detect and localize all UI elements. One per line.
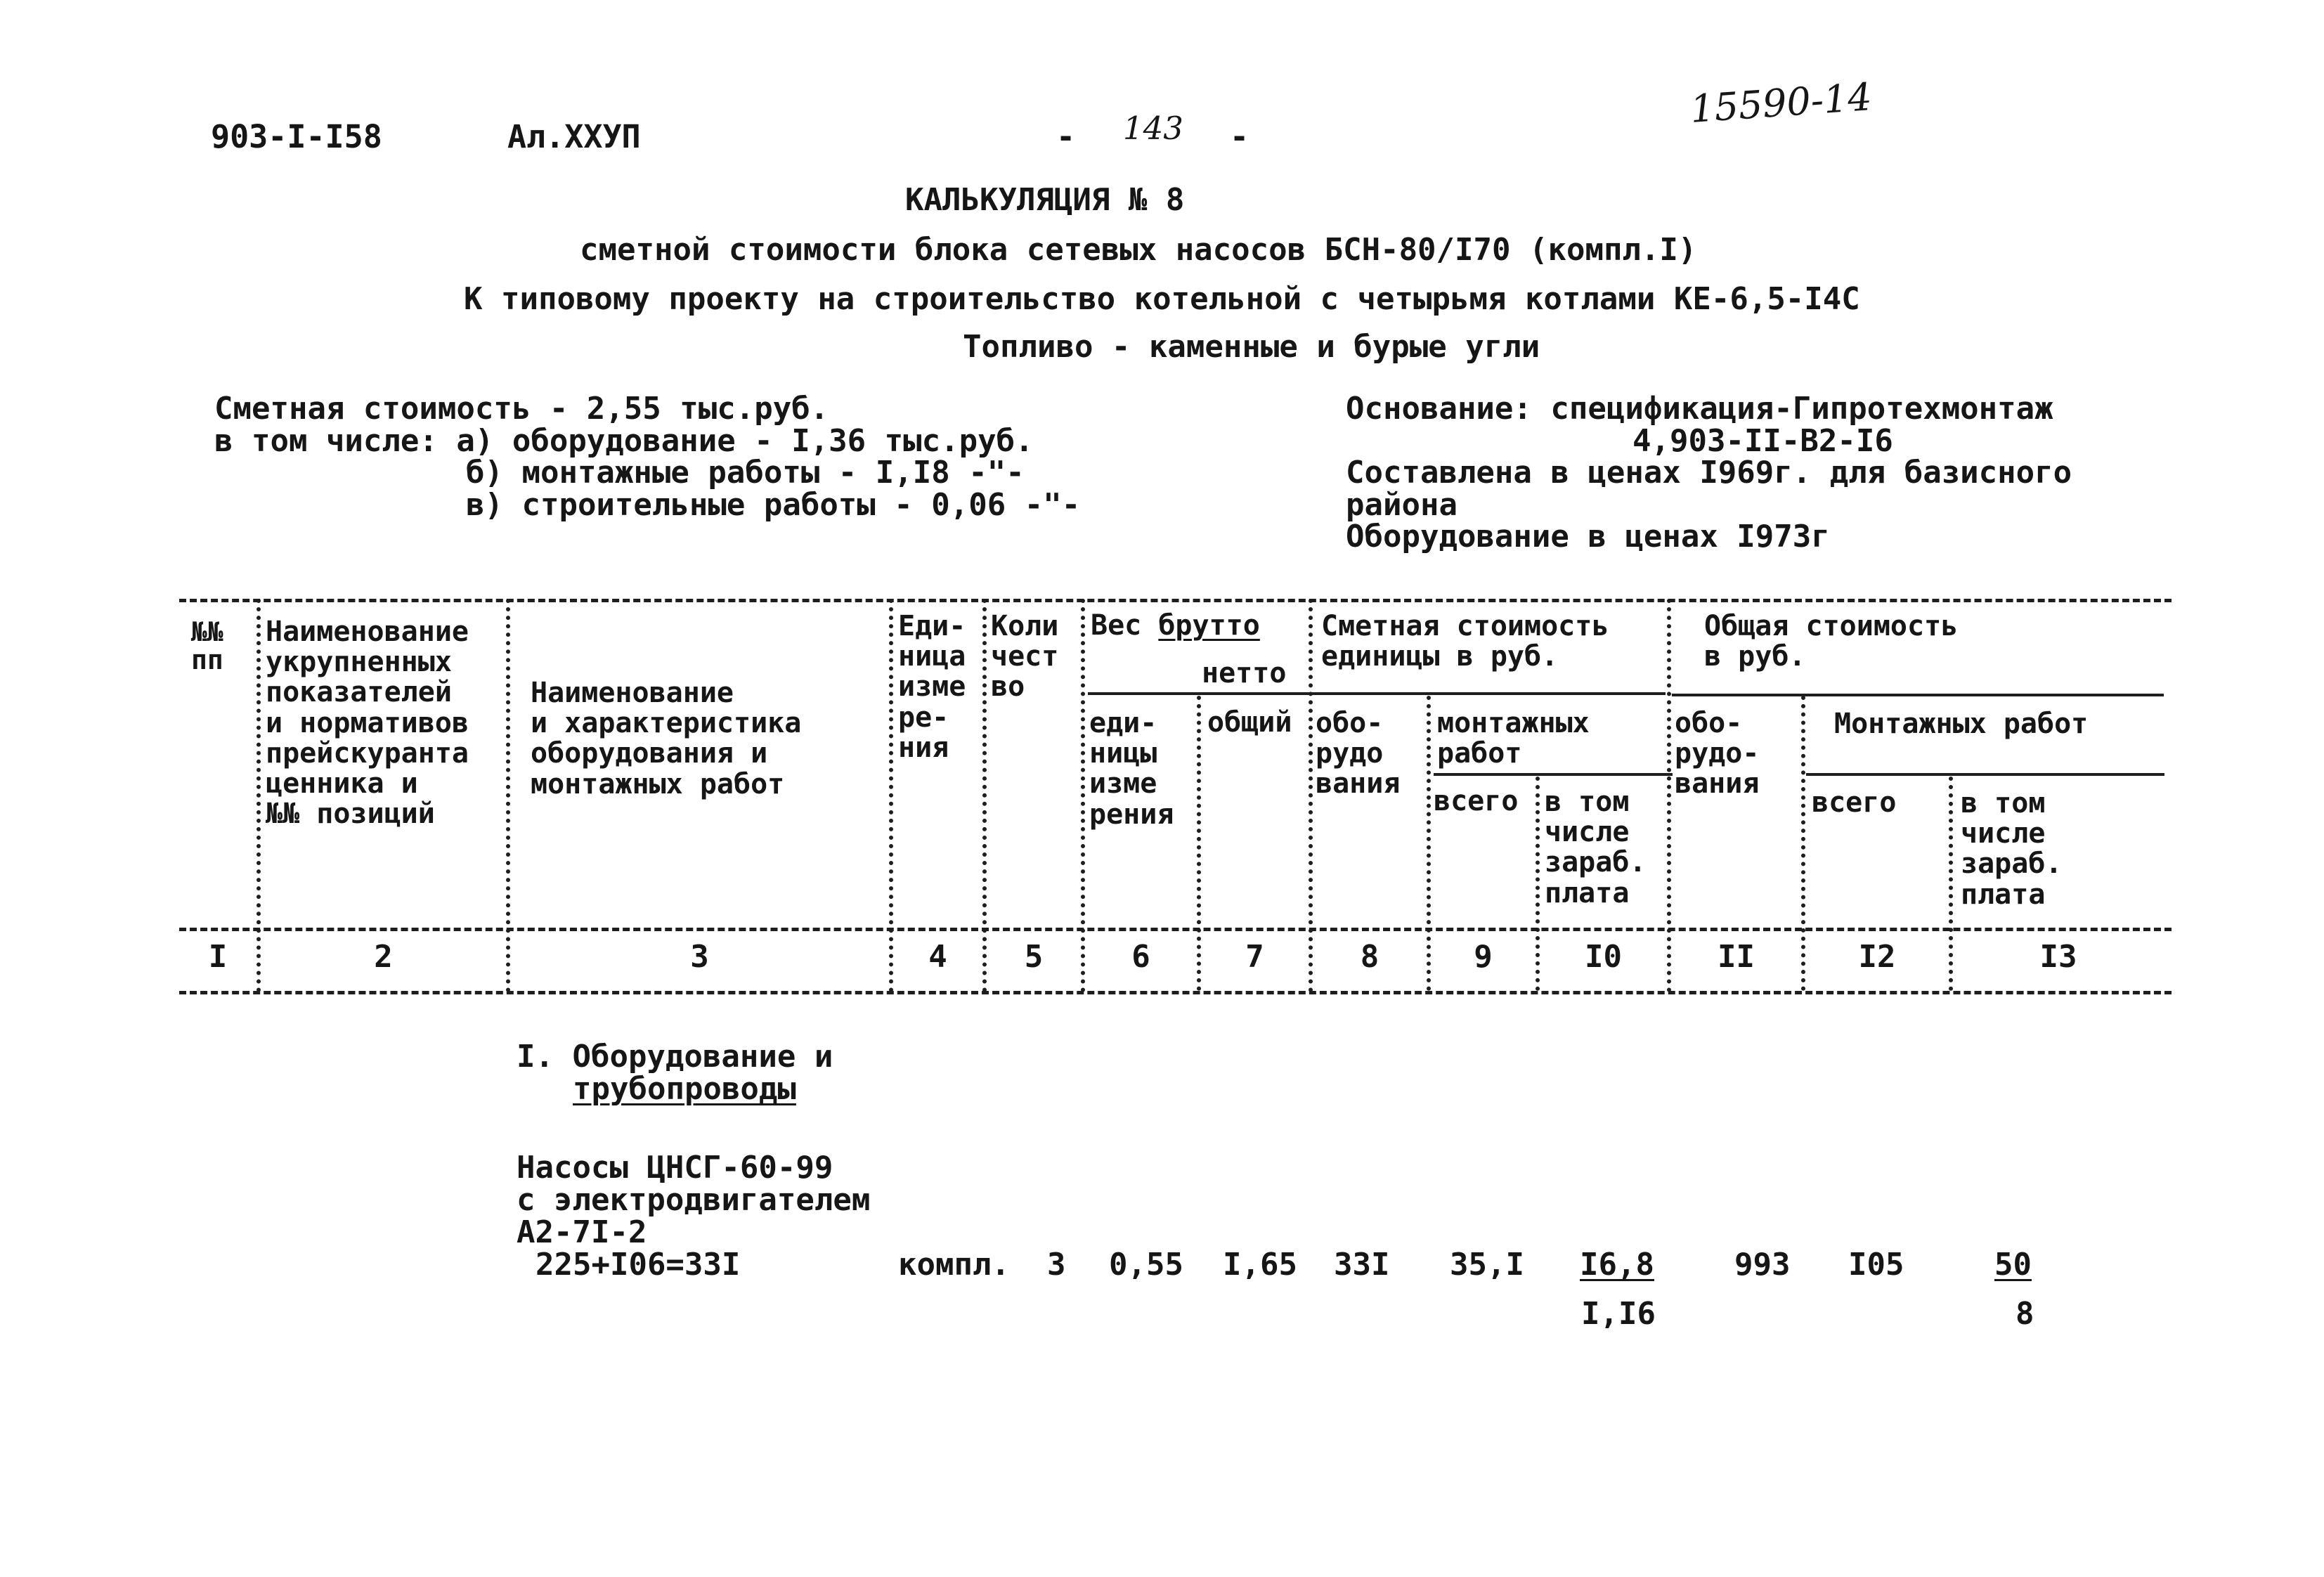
col-header-unit-mount: монтажных работ [1437,707,1590,770]
title-fuel: Топливо - каменные и бурые угли [963,329,1540,365]
col-header-weight-total: общий [1207,706,1292,739]
column-number: II [1718,939,1755,975]
col-sep-2 [506,599,510,992]
row-total-mount: I05 [1848,1247,1904,1283]
document-code: 903-I-I58 [211,118,382,155]
table-top-rule [179,599,2172,602]
section-subtitle: трубопроводы [573,1071,796,1107]
row-total-equipment: 993 [1734,1247,1791,1283]
album-number: Ал.XXУП [507,118,641,155]
column-number: I3 [2039,939,2077,975]
unit-mount-divider [1434,773,1673,776]
weight-label-gross-prefix: Вес [1091,609,1159,642]
page-dash-left: - [1056,118,1076,155]
row-weight-unit: 0,55 [1109,1247,1183,1283]
row-cost-mount-wage-sub: I,I6 [1581,1296,1656,1332]
section-title: I. Оборудование и [517,1039,833,1075]
column-number: 5 [1024,939,1044,975]
col-header-name: Наименование и характеристика оборудования и монтажных работ [531,677,802,800]
row-quantity: 3 [1047,1247,1066,1283]
column-number: 3 [690,939,709,975]
cost-total: Сметная стоимость - 2,55 тыс.руб. [214,391,829,427]
col-header-total-mount-wage: в том числе зараб. плата [1961,787,2063,911]
col-header-total-mount: Монтажных работ [1834,708,2089,740]
row-cost-mount-total: 35,I [1450,1247,1524,1283]
header-bottom-rule [179,928,2172,931]
column-number: 4 [928,939,947,975]
col-header-unit-equipment: обо- рудо вания [1316,707,1401,800]
basis-spec: Основание: спецификация-Гипротехмонтаж [1346,391,2053,427]
column-number: 2 [374,939,393,975]
col-header-number: №№ пп [191,616,223,675]
column-number: 9 [1474,939,1493,975]
row-total-mount-wage-sub: 8 [2015,1296,2034,1332]
weight-label-gross: брутто [1158,609,1260,642]
weight-divider [1088,692,1666,695]
col-header-unit-mount-total: всего [1434,785,1519,817]
row-name-line2: с электродвигателем [517,1182,871,1218]
col-sep-1 [257,599,261,992]
col-header-unit: Еди- ница изме ре- ния [898,610,966,764]
col-header-weight-net: нетто [1202,657,1287,689]
column-numbers-rule [179,991,2172,994]
row-pricelist: 225+I06=33I [535,1247,741,1283]
basis-region: района [1346,487,1458,523]
col-sep-3 [889,599,893,992]
col-header-total-cost: Общая стоимость в руб. [1704,610,1959,673]
cost-mounting: б) монтажные работы - I,I8 -"- [466,455,1025,491]
col-header-total-equipment: обо- рудо- вания [1675,707,1760,800]
page-dash-right: - [1230,118,1249,155]
basis-equipment-prices: Оборудование в ценах I973г [1346,519,1830,554]
title-project: К типовому проекту на строительство котельной с четырьмя котлами КЕ-6,5-I4С [464,281,1860,317]
row-name-line3: А2-7I-2 [517,1214,647,1250]
basis-prices: Составлена в ценах I969г. для базисного [1346,455,2072,491]
calculation-title: КАЛЬКУЛЯЦИЯ № 8 [905,182,1185,218]
column-number: I2 [1858,939,1896,975]
row-cost-mount-wage: I6,8 [1580,1247,1654,1283]
column-number: 8 [1360,939,1380,975]
col-sep-4 [982,599,987,992]
total-mount-divider [1806,773,2164,776]
column-number: I0 [1585,939,1622,975]
column-number: I [208,939,228,975]
weight-label [1091,609,1260,642]
handwritten-number: 15590-14 [1689,74,1874,131]
cost-equipment: в том числе: а) оборудование - I,36 тыс.руб. [214,423,1034,459]
title-subtitle: сметной стоимости блока сетевых насосов БСН-80/I70 (компл.I) [580,232,1697,268]
row-unit: компл. [898,1247,1010,1283]
row-cost-equipment: 33I [1334,1247,1390,1283]
col-sep-7 [1309,599,1313,992]
col-header-weight-unit: еди- ницы изме рения [1089,707,1174,831]
cost-construction: в) строительные работы - 0,06 -"- [466,487,1081,523]
row-name-line1: Насосы ЦНСГ-60-99 [517,1150,833,1186]
basis-spec-code: 4,903-II-В2-I6 [1632,423,1893,459]
col-sep-5 [1081,599,1085,992]
col-header-weight [1091,611,1260,640]
col-header-quantity: Коли чест во [991,610,1059,703]
total-cost-divider [1672,694,2164,696]
col-header-pricelist: Наименование укрупненных показателей и нормативов прейскуранта ценника и №№ позиций [266,616,469,831]
col-header-total-mount-total: всего [1812,786,1897,819]
col-sep-10 [1667,599,1671,992]
row-total-mount-wage: 50 [1994,1247,2032,1283]
col-header-unit-cost: Сметная стоимость единицы в руб. [1321,610,1609,673]
column-number: 6 [1131,939,1150,975]
page-number: 143 [1123,110,1183,147]
column-number: 7 [1245,939,1264,975]
row-weight-total: I,65 [1223,1247,1297,1283]
col-header-unit-mount-wage: в том числе зараб. плата [1545,786,1647,909]
